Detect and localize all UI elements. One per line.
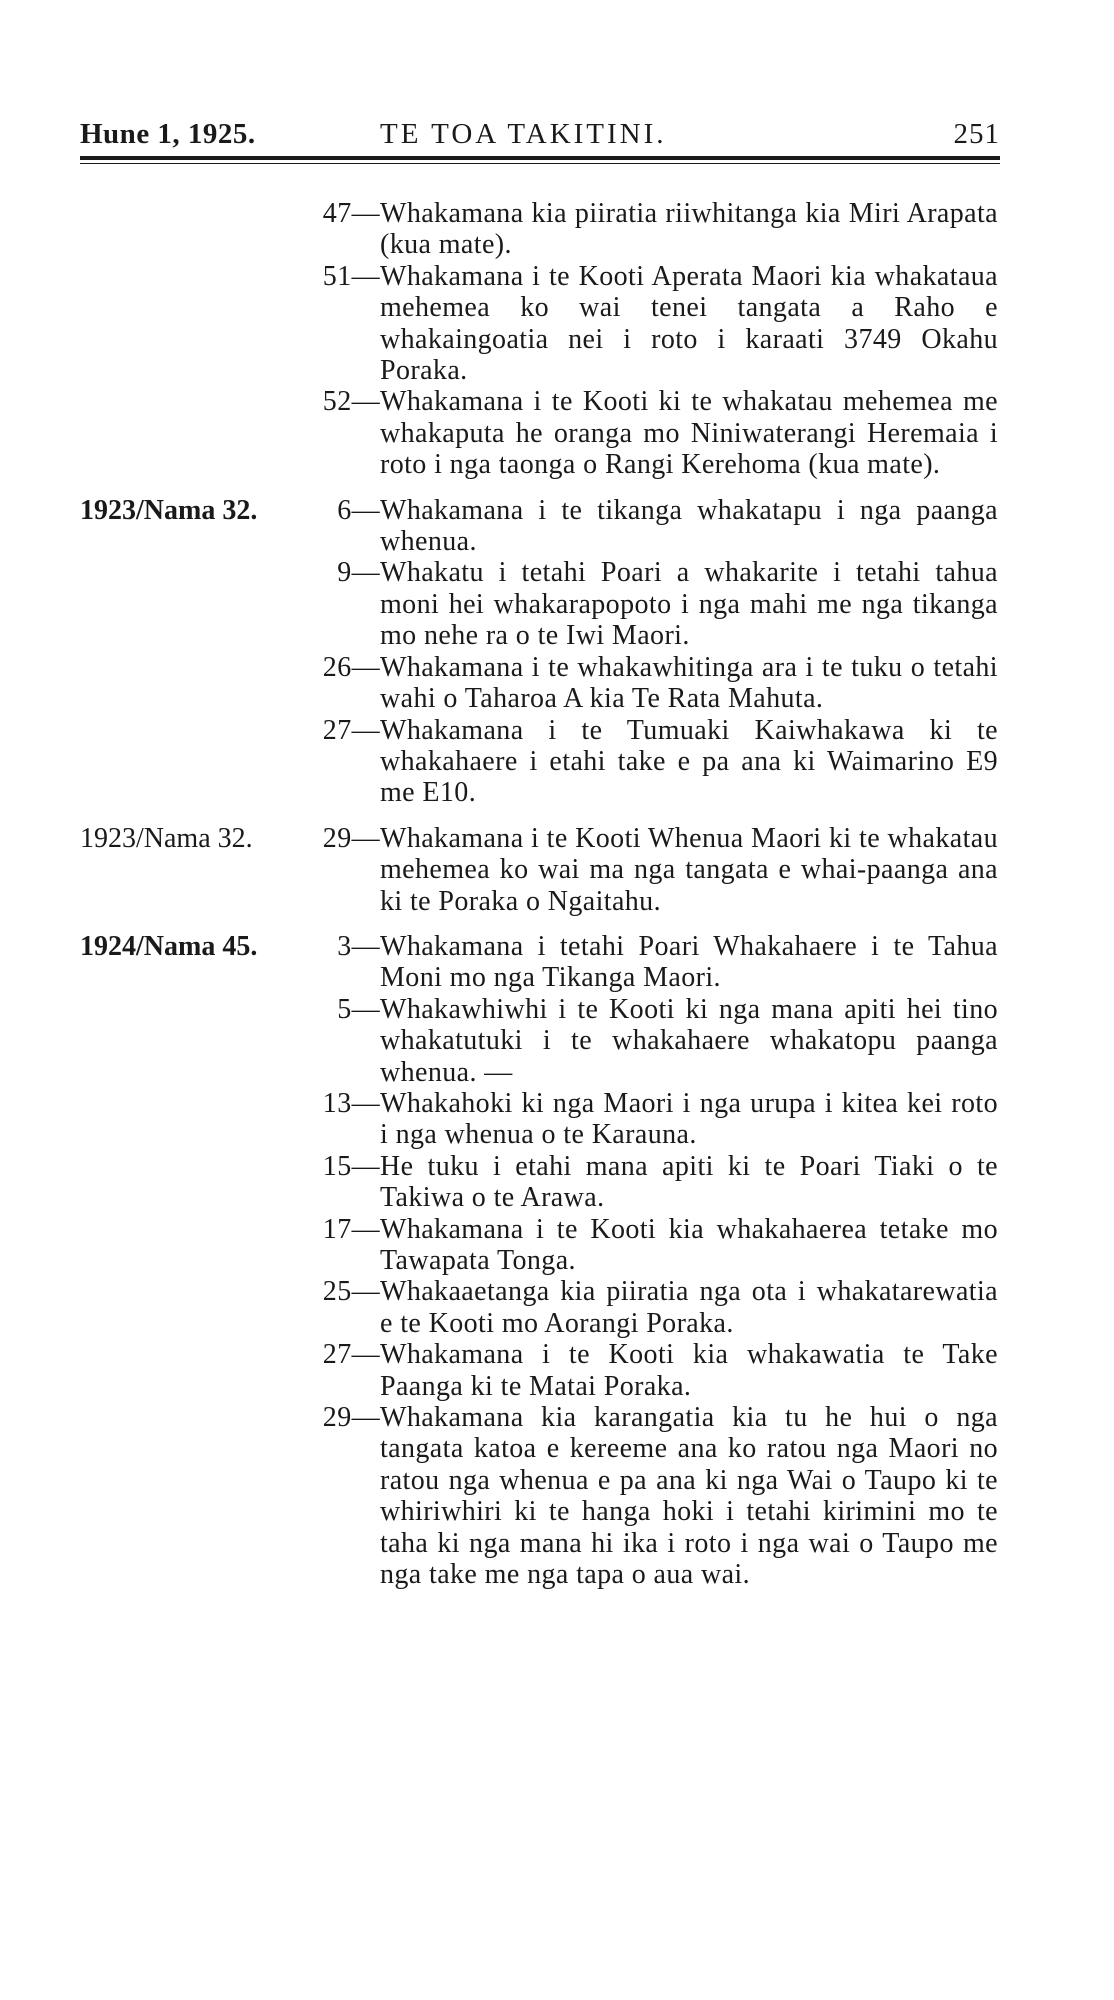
section-entry xyxy=(0,557,998,651)
act-group xyxy=(0,495,1114,809)
section-entry xyxy=(0,1214,998,1277)
act-group xyxy=(0,823,1114,917)
section-number: 17— xyxy=(322,1213,380,1245)
section-number: 6— xyxy=(337,494,380,526)
section-number: 52— xyxy=(322,386,380,418)
section-text: Whakaaetanga kia piiratia nga ota i whakatarewatia e te Kooti mo Aorangi Poraka. xyxy=(380,1276,998,1339)
running-header xyxy=(80,118,1000,158)
section-entry xyxy=(0,931,998,994)
header-rule-thin xyxy=(80,163,1000,164)
section-text: Whakamana i tetahi Poari Whakahaere i te Tahua Moni mo nga Tikanga Maori. xyxy=(380,930,998,994)
section-number: 29— xyxy=(322,1402,380,1434)
section-number: 9— xyxy=(337,557,380,589)
section-entry xyxy=(0,1151,998,1214)
section-entry xyxy=(0,715,998,809)
section-text: Whakamana i te Kooti Whenua Maori ki te whakatau mehemea ko wai ma nga tangata e whai-paanga ana ki te Poraka o Ngaitahu. xyxy=(380,822,998,917)
section-entry xyxy=(0,994,998,1088)
section-text: Whakamana kia karangatia kia tu he hui o nga tangata katoa e kereeme ana ko ratou nga Maori no ratou nga whenua e pa ana ki nga Wai o Taupo ki te whiriwhiri ki te hanga hoki i tetahi kirimini mo te taha ki nga mana hi ika i roto i nga wai o Taupo me nga take me nga tapa o aua wai. xyxy=(380,1402,998,1591)
section-text: Whakamana i te whakawhitinga ara i te tuku o tetahi wahi o Taharoa A kia Te Rata Mahuta. xyxy=(380,651,998,715)
page-number: 251 xyxy=(953,118,1000,150)
section-number: 3— xyxy=(337,930,380,962)
section-entry xyxy=(0,1402,998,1590)
section-entry xyxy=(0,1339,998,1402)
section-number: 29— xyxy=(322,822,380,854)
header-date: Hune 1, 1925. xyxy=(80,118,256,150)
section-text: Whakawhiwhi i te Kooti ki nga mana apiti hei tino whakatutuki i te whakahaere whakatopu paanga whenua. — xyxy=(380,993,998,1088)
section-number: 15— xyxy=(322,1150,380,1182)
section-text: Whakamana kia piiratia riiwhitanga kia Miri Arapata (kua mate). xyxy=(380,198,998,261)
act-reference: 1924/Nama 45. xyxy=(80,930,258,962)
act-group xyxy=(0,198,1114,481)
section-entry xyxy=(0,386,998,480)
section-number: 27— xyxy=(322,1339,380,1371)
section-text: Whakamana i te Tumuaki Kaiwhakawa ki te whakahaere i etahi take e pa ana ki Waimarino E9 me E10. xyxy=(380,714,998,809)
section-text: Whakamana i te tikanga whakatapu i nga paanga whenua. xyxy=(380,494,998,558)
section-entry xyxy=(0,495,998,558)
section-text: Whakamana i te Kooti ki te whakatau mehemea me whakaputa he oranga mo Niniwaterangi Heremaia i roto i nga taonga o Rangi Kerehoma (kua mate). xyxy=(380,386,998,481)
section-text: Whakamana i te Kooti kia whakahaerea tetake mo Tawapata Tonga. xyxy=(380,1213,998,1276)
section-text: Whakatu i tetahi Poari a whakarite i tetahi tahua moni hei whakarapopoto i nga mahi me nga tikanga mo nehe ra o te Iwi Maori. xyxy=(380,557,998,652)
act-group xyxy=(0,931,1114,1591)
act-reference: 1923/Nama 32. xyxy=(80,822,253,854)
section-number: 25— xyxy=(322,1276,380,1308)
section-number: 51— xyxy=(322,260,380,292)
section-entry xyxy=(0,1276,998,1339)
section-entry xyxy=(0,823,998,917)
section-text: Whakamana i te Kooti Aperata Maori kia whakataua mehemea ko wai tenei tangata a Raho e whakaingoatia nei i roto i karaati 3749 Okahu Poraka. xyxy=(380,260,998,387)
header-rule-thick xyxy=(80,156,1000,160)
section-number: 13— xyxy=(322,1087,380,1119)
section-entry xyxy=(0,198,998,261)
header-title: TE TOA TAKITINI. xyxy=(380,118,667,150)
page-body xyxy=(0,198,1114,1590)
section-entry xyxy=(0,652,998,715)
section-number: 47— xyxy=(322,198,380,229)
section-text: Whakamana i te Kooti kia whakawatia te Take Paanga ki te Matai Poraka. xyxy=(380,1339,998,1402)
section-number: 5— xyxy=(337,993,380,1025)
section-text: Whakahoki ki nga Maori i nga urupa i kitea kei roto i nga whenua o te Karauna. xyxy=(380,1087,998,1151)
section-text: He tuku i etahi mana apiti ki te Poari Tiaki o te Takiwa o te Arawa. xyxy=(380,1150,998,1214)
section-number: 26— xyxy=(322,651,380,683)
act-reference: 1923/Nama 32. xyxy=(80,494,258,526)
section-entry xyxy=(0,261,998,387)
section-number: 27— xyxy=(322,714,380,746)
section-entry xyxy=(0,1088,998,1151)
